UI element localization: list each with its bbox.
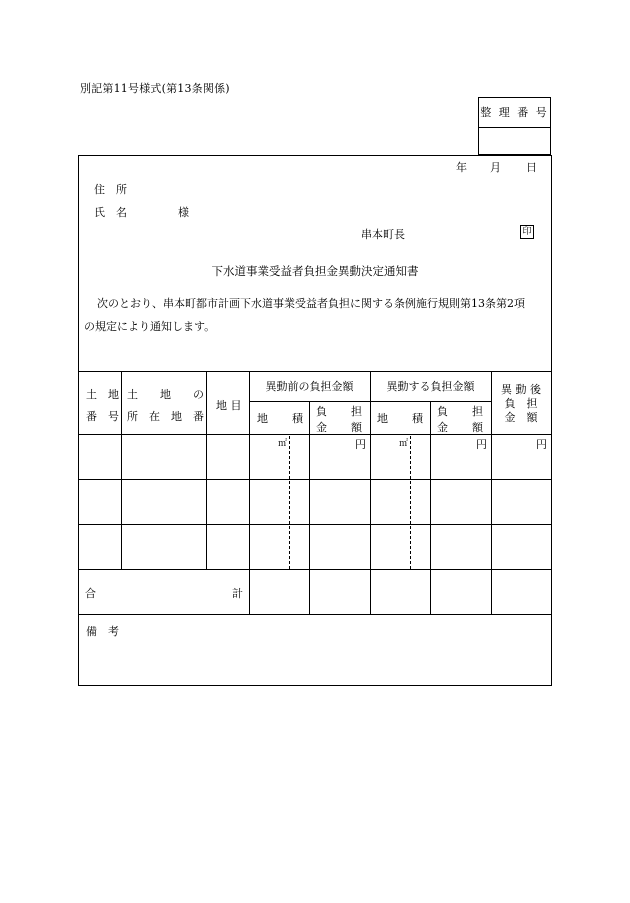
total-label-left: 合: [85, 587, 96, 600]
col-rule-5: [370, 371, 371, 614]
reference-number-box: [478, 97, 551, 155]
unit-after-amount: 円: [536, 438, 547, 451]
form-caption: 別記第11号様式(第13条関係): [80, 82, 230, 95]
header-before-group: 異動前の負担金額: [265, 380, 354, 393]
header-after-group: 異動する負担金額: [386, 380, 475, 393]
change-area-dash-rule: [410, 436, 411, 569]
body-line-1: 次のとおり、串本町都市計画下水道事業受益者負担に関する条例施行規則第13条第2項: [97, 297, 525, 310]
date-month: 月: [490, 161, 501, 174]
unit-change-area: ㎡: [399, 439, 409, 449]
date-year: 年: [456, 161, 467, 174]
header-result-line2: 負 担: [504, 397, 538, 410]
header-lot-number-line2: 番 号: [86, 410, 119, 423]
date-day: 日: [526, 161, 537, 174]
document-title: 下水道事業受益者負担金異動決定通知書: [211, 264, 419, 278]
reference-number-label: 整 理 番 号: [479, 98, 550, 128]
header-change-amount-line2: 金 額: [437, 421, 483, 434]
row-1-rule: [79, 479, 551, 480]
header-location-line2: 所 在 地 番: [127, 410, 204, 423]
col-rule-3: [249, 371, 250, 614]
header-before-amount-line2: 金 額: [316, 421, 362, 434]
issuer-title: 串本町長: [361, 228, 405, 241]
header-before-area: 地 積: [257, 412, 303, 425]
table-top-rule: [79, 371, 551, 372]
col-rule-1: [121, 371, 122, 569]
unit-change-amount: 円: [476, 438, 487, 451]
header-change-area: 地 積: [377, 412, 423, 425]
header-before-amount-line1: 負 担: [316, 405, 362, 418]
row-3-rule: [79, 569, 551, 570]
name-label: 氏 名: [94, 206, 127, 219]
header-result-line3: 金 額: [504, 411, 538, 424]
col-rule-4: [309, 401, 310, 614]
body-line-2: の規定により通知します。: [84, 320, 216, 333]
total-row-rule: [79, 614, 551, 615]
unit-before-area: ㎡: [278, 439, 288, 449]
header-land-category: 地 目: [216, 399, 242, 412]
honorific: 様: [178, 206, 189, 219]
row-2-rule: [79, 524, 551, 525]
seal-mark: 印: [520, 225, 534, 239]
header-result-line1: 異 動 後: [501, 383, 541, 396]
remarks-label: 備 考: [86, 625, 119, 638]
total-label-right: 計: [232, 587, 243, 600]
unit-before-amount: 円: [355, 438, 366, 451]
header-lot-number-line1: 土 地: [86, 388, 119, 401]
header-location-line1: 土 地 の: [127, 388, 204, 401]
before-area-dash-rule: [289, 436, 290, 569]
address-label: 住 所: [94, 183, 127, 196]
col-rule-2: [206, 371, 207, 569]
notice-form: [78, 155, 552, 686]
col-rule-6: [430, 401, 431, 614]
header-change-amount-line1: 負 担: [437, 405, 483, 418]
